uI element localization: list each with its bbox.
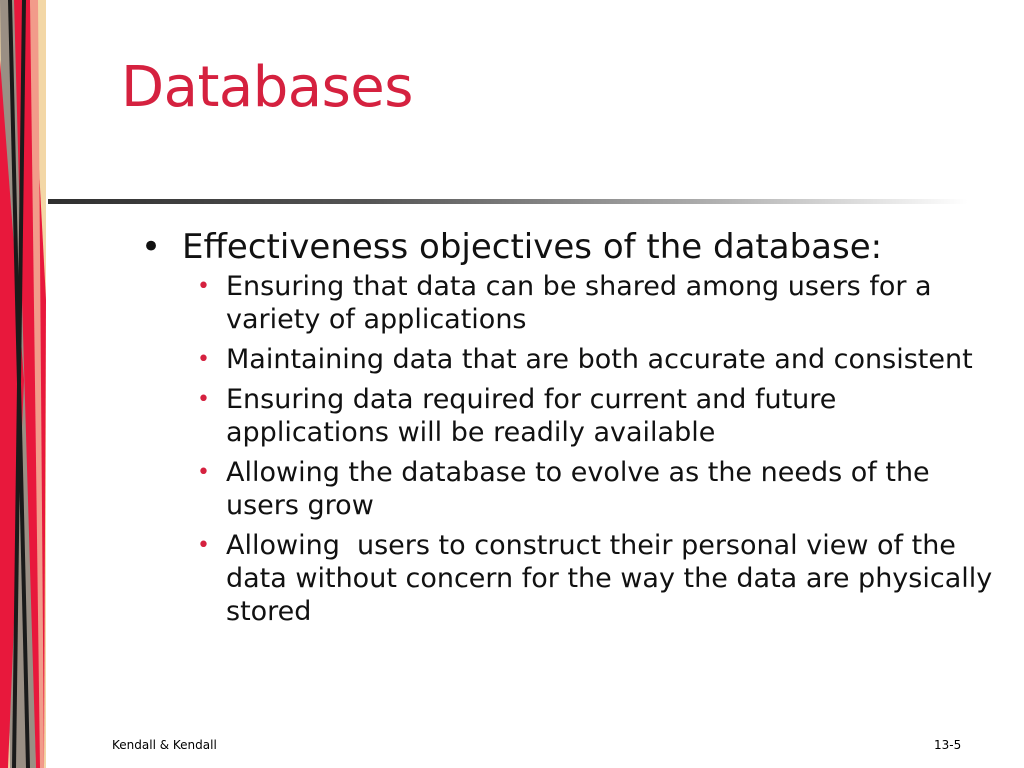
slide-title: Databases — [121, 55, 413, 120]
sub-bullet-item — [197, 529, 1006, 628]
sub-bullet-text: Ensuring data required for current and future applications will be readily available — [226, 384, 837, 448]
bullet-list — [141, 226, 1001, 628]
bullet-dot-icon: • — [197, 347, 210, 372]
sub-bullet-text: Ensuring that data can be shared among users for a variety of applications — [226, 271, 932, 335]
footer-slide-number: 13-5 — [934, 738, 962, 752]
sub-bullet-text: Allowing users to construct their personal view of the data without concern for the way the data are physically stored — [226, 530, 1001, 627]
bullet-dot-icon: • — [197, 274, 210, 299]
sub-bullet-item — [197, 456, 1006, 522]
bullet-dot-icon: • — [141, 227, 162, 267]
main-bullet-text: Effectiveness objectives of the database: — [182, 227, 883, 267]
sub-bullet-item — [197, 343, 1006, 376]
footer-author: Kendall & Kendall — [112, 738, 217, 752]
title-divider — [48, 199, 968, 204]
main-bullet — [141, 226, 1001, 268]
sub-bullet-text: Allowing the database to evolve as the needs of the users grow — [226, 457, 930, 521]
left-decorative-stripes — [0, 0, 46, 768]
bullet-dot-icon: • — [197, 460, 210, 485]
sub-bullet-item — [197, 383, 1006, 449]
sub-bullet-list — [197, 270, 1001, 628]
sub-bullet-group — [141, 270, 1001, 628]
sub-bullet-item — [197, 270, 1006, 336]
sub-bullet-text: Maintaining data that are both accurate and consistent — [226, 344, 973, 375]
bullet-dot-icon: • — [197, 387, 210, 412]
bullet-dot-icon: • — [197, 533, 210, 558]
